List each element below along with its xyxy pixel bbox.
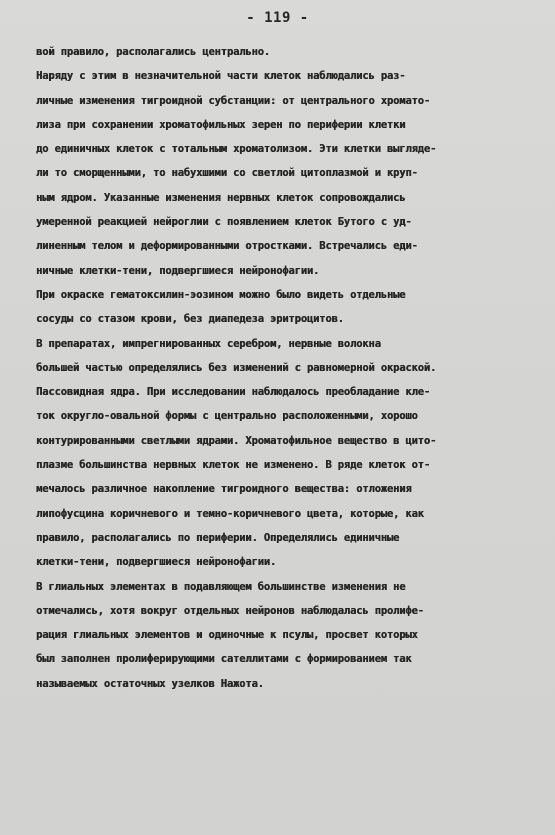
text-line: ток округло-овальной формы с центрально расположенными, хорошо <box>36 410 418 423</box>
text-line: В препаратах, импрегнированных серебром, нервные волокна <box>36 337 381 350</box>
text-line: рация глиальных элементов и одиночные к псулы, просвет которых <box>36 629 418 642</box>
text-line: большей частью определялись без изменений с равномерной окраской. <box>36 361 437 374</box>
text-line: мечалось различное накопление тигроидного вещества: отложения <box>36 483 412 496</box>
text-line: называемых остаточных узелков Нажота. <box>36 677 264 690</box>
text-line: до единичных клеток с тотальным хроматолизом. Эти клетки выгляде- <box>36 143 437 156</box>
text-line: отмечались, хотя вокруг отдельных нейронов наблюдалась пролифе- <box>36 604 424 617</box>
text-line: клетки-тени, подвергшиеся нейронофагии. <box>36 556 277 569</box>
text-line: контурированными светлыми ядрами. Хроматофильное вещество в цито- <box>36 434 437 447</box>
text-line: личные изменения тигроидной субстанции: от центрального хромато- <box>36 94 430 107</box>
text-line: линенным телом и деформированными отростками. Встречались еди- <box>36 240 418 253</box>
text-line: ным ядром. Указанные изменения нервных клеток сопровождались <box>36 191 406 204</box>
text-line: умеренной реакцией нейроглии с появлением клеток Бутого с уд- <box>36 216 412 229</box>
text-line: вой правило, располагались центрально. <box>36 46 270 58</box>
text-line: При окраске гематоксилин-эозином можно было видеть отдельные <box>36 288 406 301</box>
text-line: Наряду с этим в незначительной части клеток наблюдались раз- <box>36 70 406 83</box>
text-line: В глиальных элементах в подавляющем большинстве изменения не <box>36 580 406 593</box>
text-line: ничные клетки-тени, подвергшиеся нейронофагии. <box>36 264 320 277</box>
text-line: был заполнен пролиферирующими сателлитами с формированием так <box>36 653 412 666</box>
page-number: - 119 - <box>246 10 309 26</box>
text-line: Пассовидная ядра. При исследовании наблюдалось преобладание кле- <box>36 386 430 399</box>
text-line: плазме большинства нервных клеток не изменено. В ряде клеток от- <box>36 459 430 472</box>
text-line: сосуды со стазом крови, без диапедеза эритроцитов. <box>36 313 344 326</box>
text-line: липофусцина коричневого и темно-коричневого цвета, которые, как <box>36 507 424 520</box>
text-line: правило, располагались по периферии. Определялись единичные <box>36 531 400 544</box>
text-line: ли то сморщенными, то набухшими со светлой цитоплазмой и круп- <box>36 167 418 180</box>
text-line: лиза при сохранении хроматофильных зерен по периферии клетки <box>36 118 406 131</box>
document-body <box>36 40 520 696</box>
